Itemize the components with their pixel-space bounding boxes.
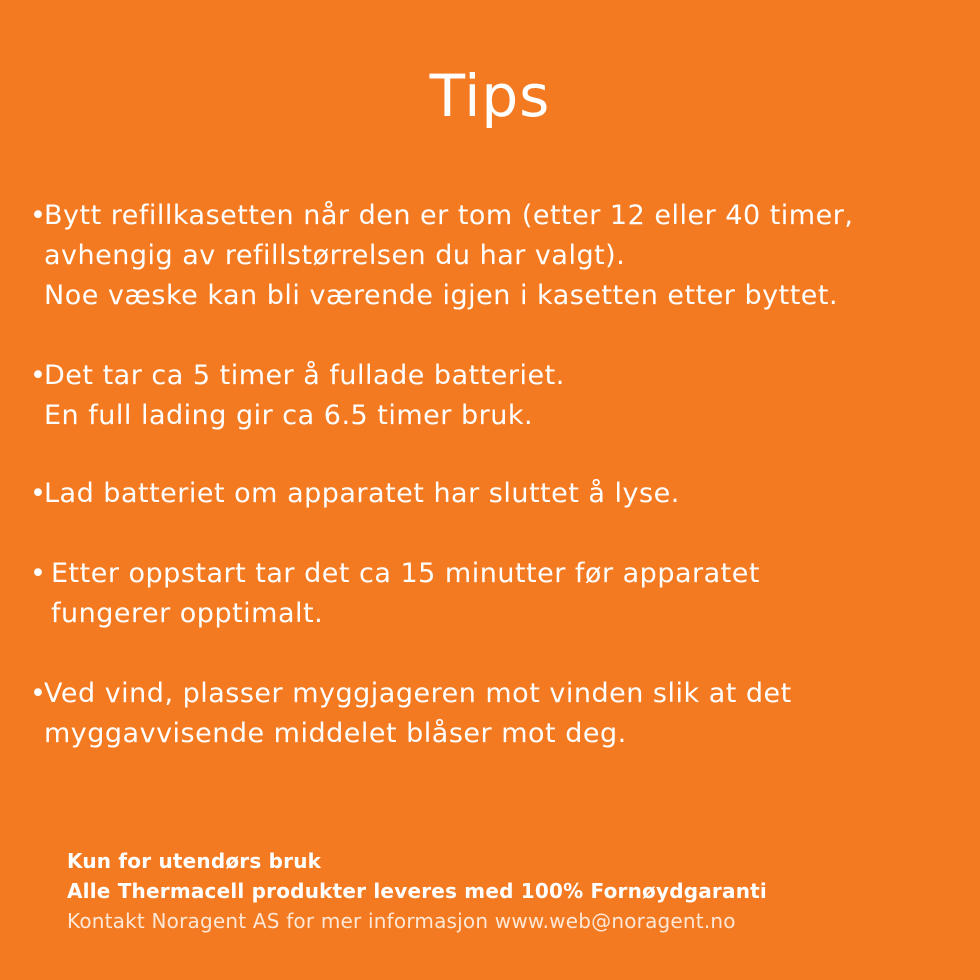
bullet-icon: •: [30, 360, 47, 391]
tip-text: Lad batteriet om apparatet har sluttet å lyse.: [44, 478, 680, 509]
bullet-icon: •: [30, 678, 47, 709]
footer-outdoor-note: Kun for utendørs bruk: [67, 849, 322, 873]
tip-item-wind: [30, 674, 950, 754]
tip-text: Ved vind, plasser myggjageren mot vinden slik at det: [44, 678, 792, 709]
tip-text: Bytt refillkasetten når den er tom (etter 12 eller 40 timer,: [44, 200, 854, 231]
tip-line: [30, 554, 950, 594]
bullet-icon: •: [30, 478, 47, 509]
tip-item-charging: [30, 356, 950, 436]
tip-item-refill: [30, 196, 950, 316]
tip-line: avhengig av refillstørrelsen du har valgt).: [44, 240, 626, 271]
bullet-icon: •: [30, 558, 47, 589]
tip-text: Etter oppstart tar det ca 15 minutter før apparatet: [51, 558, 760, 589]
tip-line: [30, 474, 950, 514]
footer-contact-info: Kontakt Noragent AS for mer informasjon www.web@noragent.no: [67, 909, 736, 933]
footer-guarantee-note: Alle Thermacell produkter leveres med 100% Fornøydgaranti: [67, 879, 767, 903]
tip-line: [30, 674, 950, 714]
tip-line: [30, 196, 950, 236]
tip-item-battery: [30, 474, 950, 514]
tip-text: Det tar ca 5 timer å fullade batteriet.: [44, 360, 565, 391]
tip-line: En full lading gir ca 6.5 timer bruk.: [44, 400, 534, 431]
bullet-icon: •: [30, 200, 47, 231]
page-title: Tips: [429, 62, 551, 130]
footer: [67, 846, 767, 936]
tip-line: [30, 356, 950, 396]
tip-line: myggavvisende middelet blåser mot deg.: [44, 718, 627, 749]
tip-line: Noe væske kan bli værende igjen i kasetten etter byttet.: [44, 280, 839, 311]
tip-item-startup: [30, 554, 950, 634]
tip-line: fungerer opptimalt.: [51, 598, 324, 629]
